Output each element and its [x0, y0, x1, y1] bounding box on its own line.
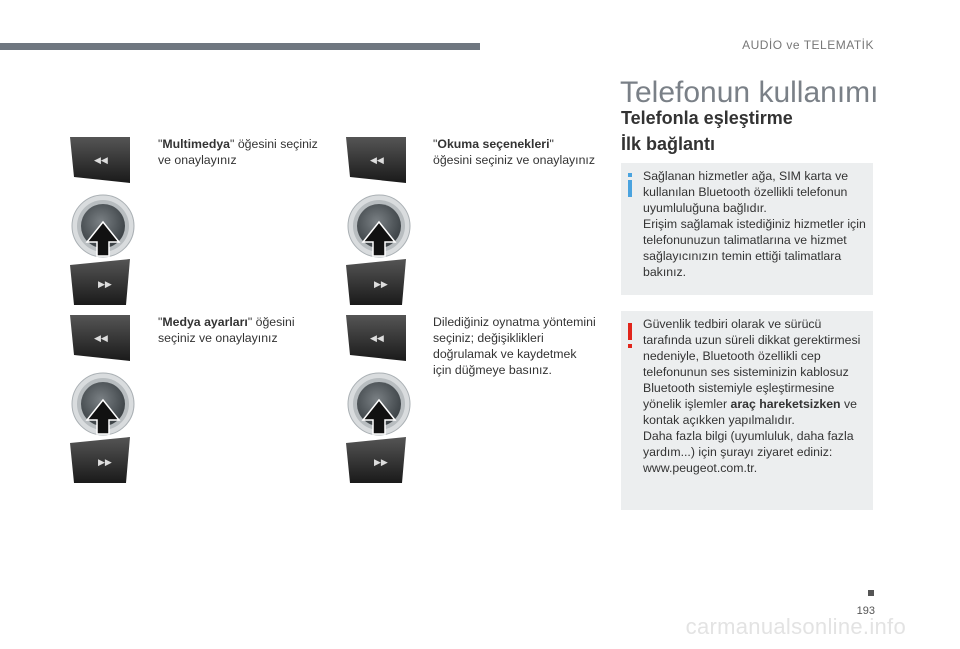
rotary-knob-icon-1 — [71, 194, 135, 258]
section-title: AUDİO ve TELEMATİK — [742, 38, 874, 52]
svg-text:◀◀: ◀◀ — [94, 156, 108, 166]
warning-box — [621, 311, 873, 510]
rotary-knob-icon-3 — [347, 194, 411, 258]
fast-forward-button-icon-2 — [68, 437, 130, 483]
step-1-text: "Multimedya" öğesini seçiniz ve onaylayınız — [158, 137, 318, 167]
svg-text:◀◀: ◀◀ — [370, 156, 384, 166]
info-text: Sağlanan hizmetler ağa, SIM karta ve kullanılan Bluetooth özellikli telefonun uyumluluğuna bağlıdır. Erişim sağlamak istediğiniz hizmetler için telefonunuzun talimatlarına ve hizmet sağlayıcınızın temin ettiği talimatlara bakınız. — [643, 169, 866, 279]
page-number: 193 — [856, 605, 875, 617]
rewind-button-icon-2 — [68, 315, 130, 361]
svg-text:◀◀: ◀◀ — [370, 334, 384, 344]
step-4-text: Dilediğiniz oynatma yöntemini seçiniz; değişiklikleri doğrulamak ve kaydetmek için düğmeye basınız. — [433, 315, 596, 377]
fast-forward-button-icon-4 — [344, 437, 406, 483]
rewind-button-icon-3 — [344, 137, 406, 183]
svg-text:▶▶: ▶▶ — [374, 458, 388, 468]
rotary-knob-icon-2 — [71, 372, 135, 436]
page-marker — [868, 590, 874, 596]
info-icon — [621, 173, 639, 197]
fast-forward-button-icon-1 — [68, 259, 130, 305]
watermark: carmanualsonline.info — [685, 614, 906, 639]
rewind-button-icon-4 — [344, 315, 406, 361]
page-title: Telefonun kullanımı — [620, 76, 879, 109]
warning-text: Güvenlik tedbiri olarak ve sürücü tarafında uzun süreli dikkat gerektirmesi nedeniyle, Bluetooth özellikli cep telefonunun ses sisteminizin kablosuz Bluetooth sistemiyle eşleştirmesine yönelik işlemler araç hareketsizken ve kontak açıkken yapılmalıdır. Daha fazla bilgi (uyumluluk, daha fazla yardım...) için şurayı ziyaret ediniz: www.peugeot.com.tr. — [643, 317, 861, 475]
subtitle: Telefonla eşleştirme — [621, 108, 793, 128]
header-bar — [0, 43, 480, 50]
svg-text:▶▶: ▶▶ — [98, 280, 112, 290]
info-box — [621, 163, 873, 295]
step-3-text: "Medya ayarları" öğesini seçiniz ve onaylayınız — [158, 315, 295, 345]
svg-text:▶▶: ▶▶ — [374, 280, 388, 290]
warning-icon — [621, 323, 639, 349]
svg-text:◀◀: ◀◀ — [94, 334, 108, 344]
rewind-button-icon-1 — [68, 137, 130, 183]
fast-forward-button-icon-3 — [344, 259, 406, 305]
rotary-knob-icon-4 — [347, 372, 411, 436]
svg-text:▶▶: ▶▶ — [98, 458, 112, 468]
subsection-title: İlk bağlantı — [621, 134, 716, 154]
step-2-text: "Okuma seçenekleri" öğesini seçiniz ve onaylayınız — [433, 137, 595, 167]
